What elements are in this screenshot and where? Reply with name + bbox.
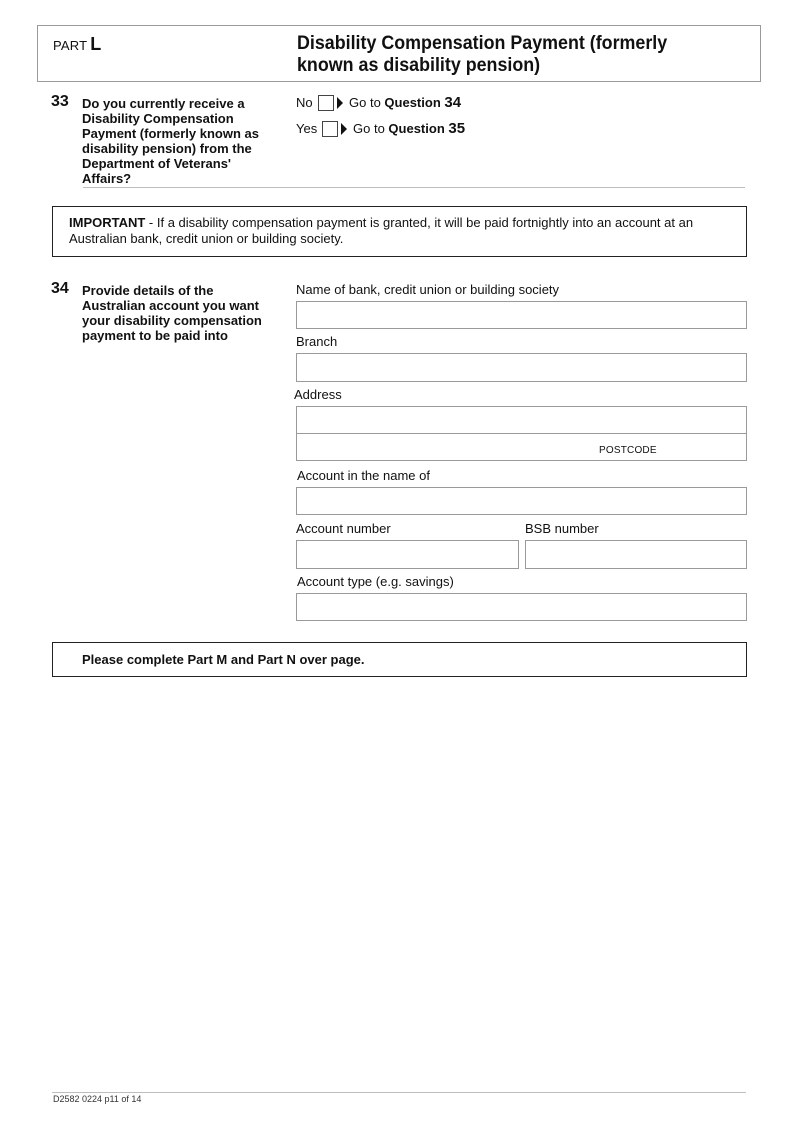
goto-number: 34	[444, 94, 462, 111]
postcode-label: POSTCODE	[599, 445, 657, 456]
bsb-number-field[interactable]	[525, 540, 747, 569]
page-title: Disability Compensation Payment (formerly known as disability pension)	[297, 33, 668, 76]
part-word: PART	[53, 38, 88, 53]
account-name-field[interactable]	[296, 487, 747, 515]
arrow-right-icon	[341, 123, 347, 135]
address-field-line-1[interactable]	[296, 406, 747, 434]
goto-word: Question	[388, 121, 445, 136]
question-34-text: Provide details of the Australian account you want your disability compensation payment to be paid into	[82, 283, 262, 343]
bank-name-field[interactable]	[296, 301, 747, 329]
q33-option-yes	[296, 120, 465, 137]
address-label: Address	[294, 387, 342, 402]
account-name-label: Account in the name of	[297, 468, 430, 483]
q33-yes-goto	[353, 120, 465, 137]
q33-no-label: No	[296, 95, 313, 110]
branch-field[interactable]	[296, 353, 747, 382]
part-letter: L	[90, 34, 102, 54]
branch-label: Branch	[296, 334, 338, 349]
q33-option-no	[296, 94, 461, 111]
goto-prefix: Go to	[349, 95, 381, 110]
q33-no-goto	[349, 94, 461, 111]
section-divider	[83, 187, 745, 188]
bsb-number-label: BSB number	[525, 521, 599, 536]
goto-prefix: Go to	[353, 121, 385, 136]
goto-number: 35	[448, 120, 466, 137]
q33-no-checkbox[interactable]	[318, 95, 334, 111]
footer-form-code: D2582 0224 p11 of 14	[53, 1094, 142, 1104]
arrow-right-icon	[337, 97, 343, 109]
important-lead: IMPORTANT	[69, 215, 146, 230]
q33-yes-label: Yes	[296, 121, 318, 136]
part-label	[53, 34, 101, 55]
account-type-label: Account type (e.g. savings)	[297, 574, 454, 589]
question-33-number: 33	[51, 93, 69, 110]
address-field-line-2[interactable]	[296, 433, 747, 461]
question-33-text: Do you currently receive a Disability Compensation Payment (formerly known as disability pension) from the Department of Veterans' Affairs?	[82, 96, 259, 186]
footer-divider	[52, 1092, 746, 1093]
account-number-field[interactable]	[296, 540, 519, 569]
q33-yes-checkbox[interactable]	[322, 121, 338, 137]
important-text: - If a disability compensation payment is granted, it will be paid fortnightly into an account at an Australian bank, credit union or building society.	[69, 215, 694, 246]
account-number-label: Account number	[296, 521, 391, 536]
question-34-number: 34	[51, 280, 69, 297]
bank-name-label: Name of bank, credit union or building society	[296, 282, 560, 297]
goto-word: Question	[384, 95, 441, 110]
account-type-field[interactable]	[296, 593, 747, 621]
next-page-note: Please complete Part M and Part N over page.	[82, 652, 365, 667]
important-notice	[69, 215, 719, 247]
